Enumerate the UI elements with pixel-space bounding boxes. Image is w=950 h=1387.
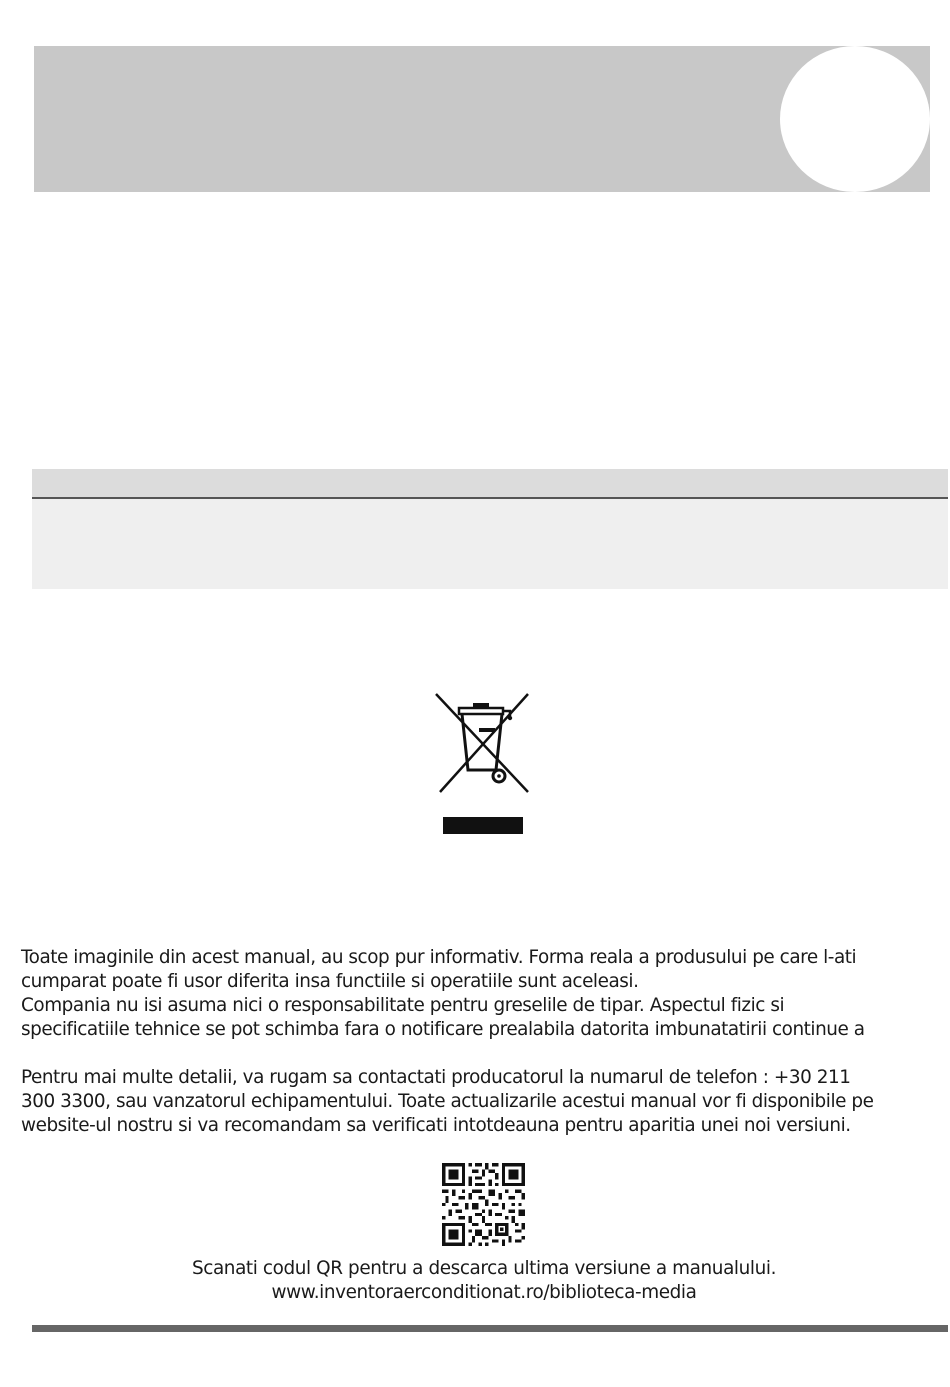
website-link[interactable]: www.inventoraerconditionat.ro/biblioteca-media: [271, 1282, 697, 1303]
header-band: [34, 46, 930, 192]
weee-crossed-bin-icon: [432, 692, 532, 796]
footer-rule: [32, 1325, 948, 1332]
disclaimer-line: cumparat poate fi usor diferita insa functiile si operatiile sunt aceleasi.: [21, 971, 639, 992]
header-circle-decoration: [780, 46, 930, 192]
info-box: [32, 469, 948, 589]
contact-line: website-ul nostru si va recomandam sa verificati intotdeauna pentru aparitia unei noi versiuni.: [21, 1115, 851, 1136]
info-box-header: [32, 469, 948, 499]
disclaimer-text: [21, 946, 946, 1138]
disclaimer-line: Toate imaginile din acest manual, au scop pur informativ. Forma reala a produsului pe care l-ati: [21, 947, 857, 968]
weee-underline-bar: [443, 817, 523, 834]
disclaimer-line: specificatiile tehnice se pot schimba fara o notificare prealabila datorita imbunatatirii continue a: [21, 1019, 865, 1040]
contact-line: Pentru mai multe detalii, va rugam sa contactati producatorul la numarul de telefon : +30 211: [21, 1067, 851, 1088]
disclaimer-line: Compania nu isi asuma nici o responsabilitate pentru greselile de tipar. Aspectul fizic si: [21, 995, 785, 1016]
contact-line: 300 3300, sau vanzatorul echipamentului. Toate actualizarile acestui manual vor fi disponibile pe: [21, 1091, 874, 1112]
paragraph-gap: [21, 1042, 946, 1066]
qr-code-icon[interactable]: [442, 1163, 525, 1246]
qr-caption: [0, 1257, 950, 1305]
qr-caption-text: Scanati codul QR pentru a descarca ultima versiune a manualului.: [191, 1258, 777, 1279]
